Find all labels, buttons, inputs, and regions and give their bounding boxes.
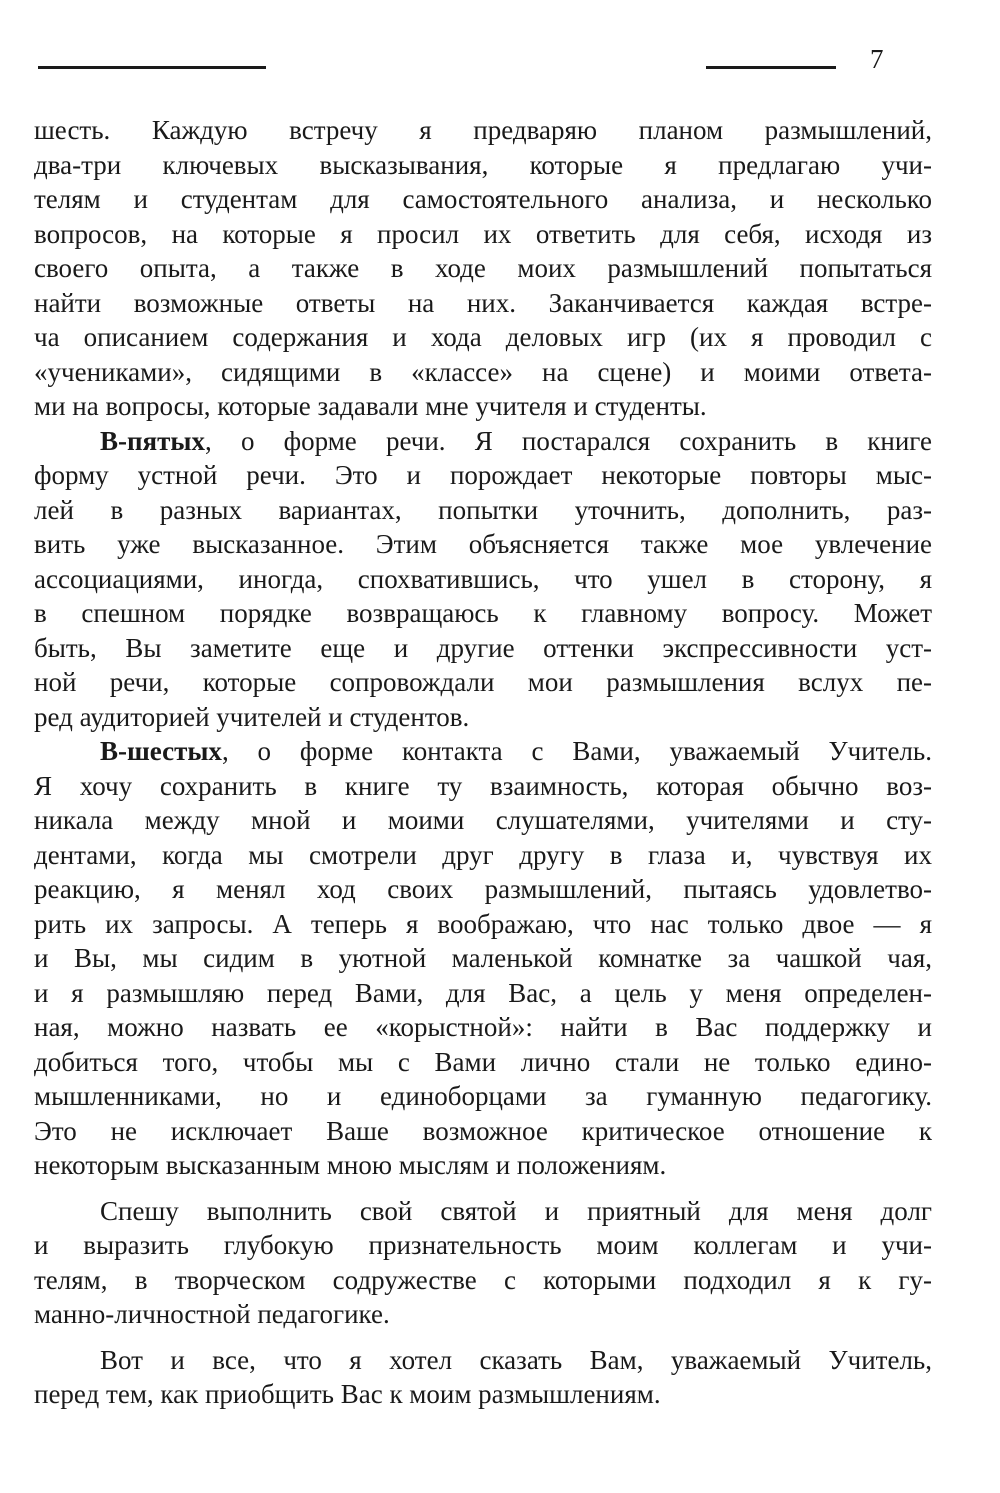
paragraph-3: [34, 734, 932, 1183]
paragraph-lead: В-шестых: [100, 736, 222, 766]
paragraph-4: [34, 1194, 932, 1332]
text-line: мышленниками, но и единоборцами за гуманную педагогику.: [34, 1081, 932, 1111]
text-line: лей в разных вариантах, попытки уточнить, дополнить, раз-: [34, 494, 932, 525]
text-line: ной речи, которые сопровождали мои размышления вслух пе-: [34, 667, 932, 697]
text-line: перед тем, как приобщить Вас к моим размышлениям.: [34, 1379, 661, 1409]
text-line: вопросов, на которые я просил их ответить для себя, исходя из: [34, 218, 932, 249]
page-number: 7: [870, 44, 884, 74]
text-body: [34, 113, 932, 1412]
text-line: в спешном порядке возвращаюсь к главному вопросу. Может: [34, 598, 932, 628]
text-line: быть, Вы заметите еще и другие оттенки экспрессивности уст-: [34, 632, 932, 663]
text-line: добиться того, чтобы мы с Вами лично стали не только едино-: [34, 1046, 932, 1077]
paragraph-first-rest: , о форме речи. Я постарался сохранить в книге: [205, 425, 932, 456]
text-line: никала между мной и моими слушателями, учителями и сту-: [34, 805, 932, 835]
paragraph-gap: [34, 1332, 932, 1343]
text-line: Это не исключает Ваше возможное критическое отношение к: [34, 1115, 932, 1146]
text-line: некоторым высказанным мною мыслям и положениям.: [34, 1150, 667, 1180]
text-line: ми на вопросы, которые задавали мне учителя и студенты.: [34, 391, 707, 421]
text-line-first: Вот и все, что я хотел сказать Вам, уважаемый Учитель,: [100, 1344, 932, 1375]
text-line: телям и студентам для самостоятельного анализа, и несколько: [34, 184, 932, 214]
text-line-first: [34, 424, 932, 459]
text-line-first: Спешу выполнить свой святой и приятный для меня долг: [100, 1195, 932, 1226]
text-line: вить уже высказанное. Этим объясняется также мое увлечение: [34, 529, 932, 559]
text-line: и я размышляю перед Вами, для Вас, а цель у меня определен-: [34, 977, 932, 1008]
paragraph-first-rest: , о форме контакта с Вами, уважаемый Учитель.: [221, 736, 932, 766]
text-line: шесть. Каждую встречу я предваряю планом размышлений,: [34, 115, 932, 145]
paragraph-lead: В-пятых: [100, 425, 206, 456]
text-line: дентами, когда мы смотрели друг другу в глаза и, чувствуя их: [34, 839, 932, 870]
text-line: два-три ключевых высказывания, которые я предлагаю учи-: [34, 149, 932, 180]
text-line: «учениками», сидящими в «классе» на сцене) и моими ответа-: [34, 356, 932, 387]
text-line: форму устной речи. Это и порождает некоторые повторы мыс-: [34, 460, 932, 490]
paragraph-2: [34, 424, 932, 735]
text-line: рить их запросы. А теперь я воображаю, что нас только двое — я: [34, 908, 932, 939]
text-line: Я хочу сохранить в книге ту взаимность, которая обычно воз-: [34, 770, 932, 801]
header-rule-right: [706, 66, 836, 69]
text-line: манно-личностной педагогике.: [34, 1299, 390, 1329]
text-line: ассоциациями, иногда, спохватившись, что ушел в сторону, я: [34, 563, 932, 594]
text-line: и выразить глубокую признательность моим коллегам и учи-: [34, 1230, 932, 1260]
text-line-first: [34, 734, 932, 769]
text-line: телям, в творческом содружестве с которыми подходил я к гу-: [34, 1264, 932, 1295]
header-rule-left: [38, 66, 266, 69]
text-line: ред аудиторией учителей и студентов.: [34, 701, 470, 732]
text-line: и Вы, мы сидим в уютной маленькой комнатке за чашкой чая,: [34, 943, 932, 973]
text-line: реакцию, я менял ход своих размышлений, пытаясь удовлетво-: [34, 874, 932, 904]
text-line: ча описанием содержания и хода деловых игр (их я проводил с: [34, 322, 932, 352]
text-line: найти возможные ответы на них. Заканчивается каждая встре-: [34, 287, 932, 318]
paragraph-gap: [34, 1183, 932, 1194]
text-line: ная, можно назвать ее «корыстной»: найти в Вас поддержку и: [34, 1012, 932, 1042]
paragraph-5: [34, 1343, 932, 1412]
paragraph-1: [34, 113, 932, 424]
text-line: своего опыта, а также в ходе моих размышлений попытаться: [34, 253, 932, 283]
